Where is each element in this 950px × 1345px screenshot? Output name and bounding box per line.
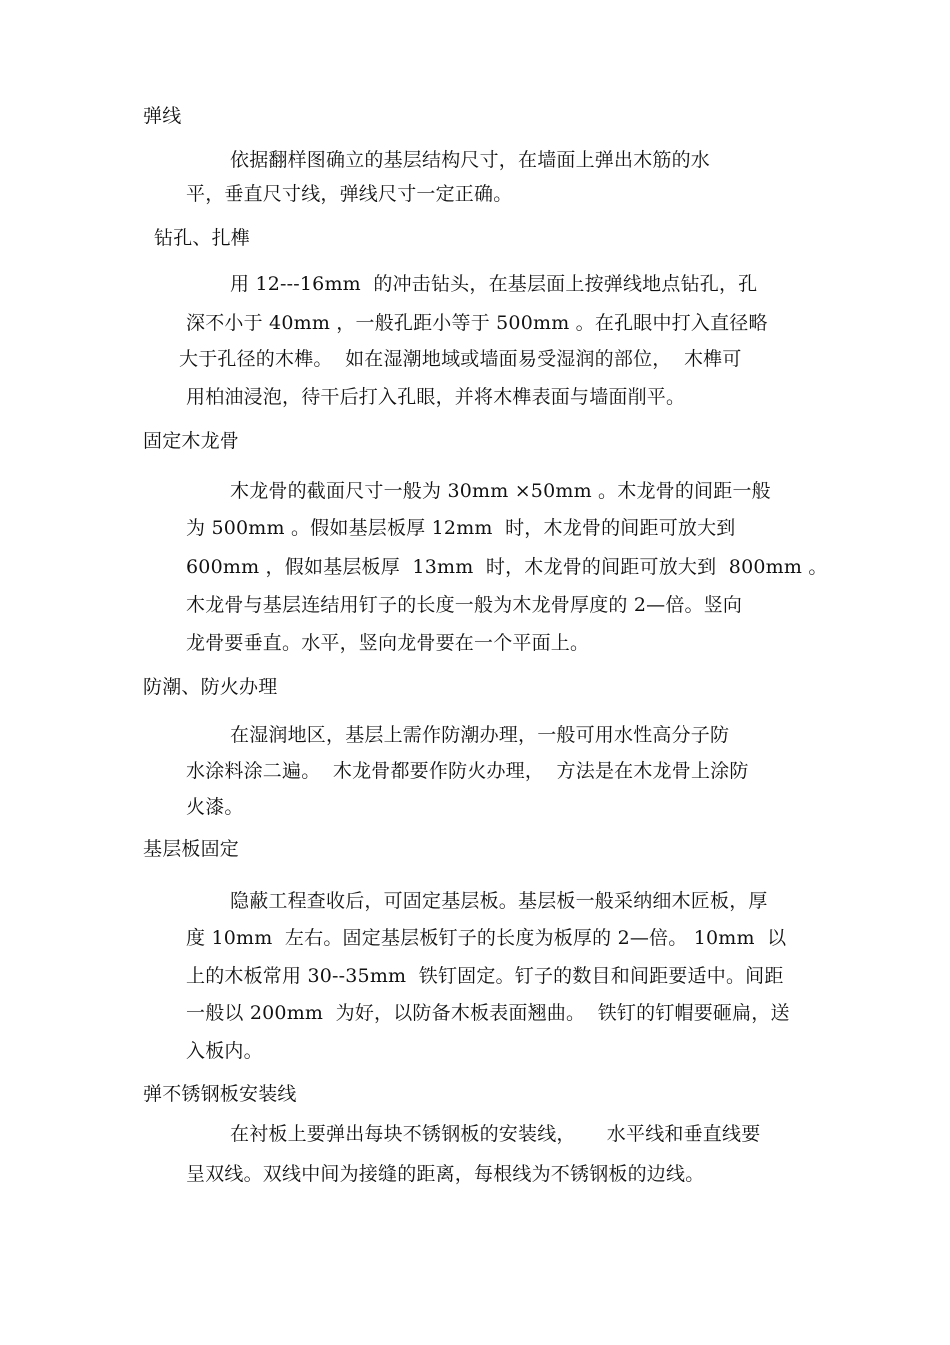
paragraph-line: 一般以 200mm 为好，以防备木板表面翘曲。 铁钉的钉帽要砸扁，送 (186, 1002, 790, 1024)
paragraph-line: 上的木板常用 30--35mm 铁钉固定。钉子的数目和间距要适中。间距 (186, 965, 784, 987)
paragraph-line: 在衬板上要弹出每块不锈钢板的安装线， 水平线和垂直线要 (230, 1123, 761, 1145)
paragraph-line: 隐蔽工程查收后，可固定基层板。基层板一般采纳细木匠板，厚 (230, 890, 768, 912)
paragraph-line: 度 10mm 左右。固定基层板钉子的长度为板厚的 2—倍。 10mm 以 (186, 927, 787, 949)
paragraph-line: 用 12---16mm 的冲击钻头，在基层面上按弹线地点钻孔，孔 (230, 273, 758, 295)
paragraph-line: 火漆。 (186, 796, 244, 818)
paragraph-line: 大于孔径的木榫。 如在湿潮地域或墙面易受湿润的部位， 木榫可 (179, 348, 742, 370)
paragraph-line: 入板内。 (186, 1040, 263, 1062)
paragraph-line: 依据翻样图确立的基层结构尺寸，在墙面上弹出木筋的水 (230, 149, 711, 171)
section-heading: 基层板固定 (143, 838, 240, 860)
paragraph-line: 在湿润地区，基层上需作防潮办理，一般可用水性高分子防 (230, 724, 730, 746)
paragraph-line: 呈双线。双线中间为接缝的距离，每根线为不锈钢板的边线。 (186, 1163, 705, 1185)
paragraph-line: 平，垂直尺寸线，弹线尺寸一定正确。 (186, 183, 513, 205)
section-heading: 固定木龙骨 (143, 430, 240, 452)
paragraph-line: 用柏油浸泡，待干后打入孔眼，并将木榫表面与墙面削平。 (186, 386, 686, 408)
section-heading: 弹线 (143, 105, 182, 127)
paragraph-line: 木龙骨的截面尺寸一般为 30mm ×50mm 。木龙骨的间距一般 (230, 480, 771, 502)
section-heading: 防潮、防火办理 (143, 676, 278, 698)
paragraph-line: 600mm ，假如基层板厚 13mm 时，木龙骨的间距可放大到 800mm 。 (186, 556, 828, 578)
paragraph-line: 深不小于 40mm ，一般孔距小等于 500mm 。在孔眼中打入直径略 (186, 312, 768, 334)
paragraph-line: 龙骨要垂直。水平，竖向龙骨要在一个平面上。 (186, 632, 590, 654)
paragraph-line: 为 500mm 。假如基层板厚 12mm 时，木龙骨的间距可放大到 (186, 517, 736, 539)
paragraph-line: 木龙骨与基层连结用钉子的长度一般为木龙骨厚度的 2—倍。竖向 (186, 594, 743, 616)
section-heading: 弹不锈钢板安装线 (143, 1083, 297, 1105)
paragraph-line: 水涂料涂二遍。 木龙骨都要作防火办理， 方法是在木龙骨上涂防 (186, 760, 749, 782)
section-heading: 钻孔、扎榫 (154, 227, 251, 249)
